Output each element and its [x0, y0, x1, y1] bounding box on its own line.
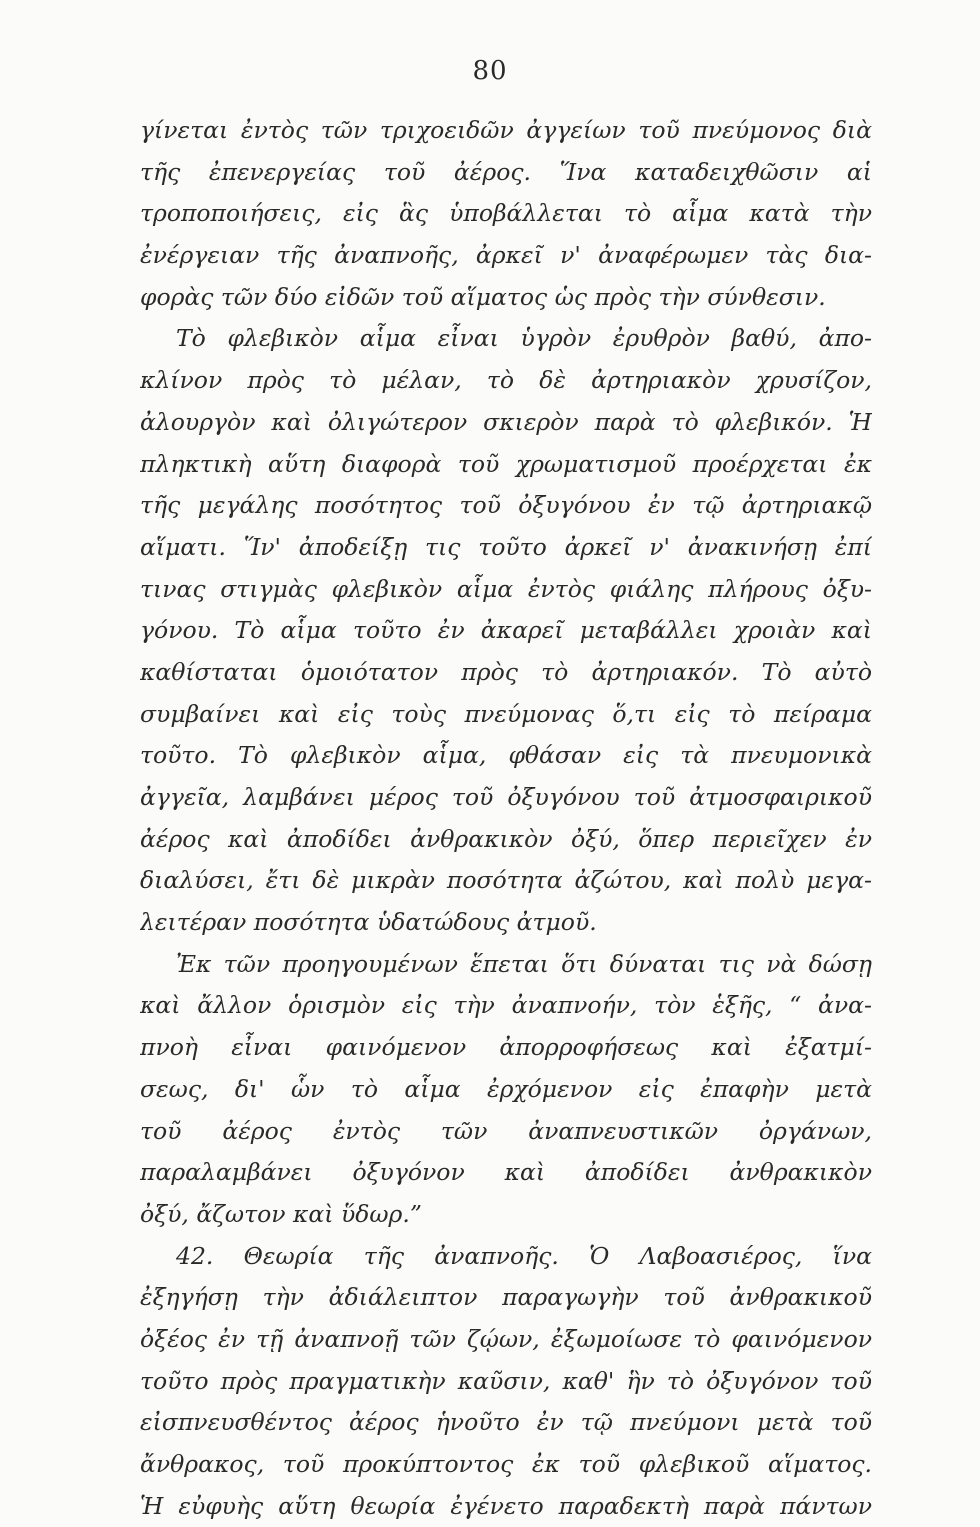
text-line: ἀγγεῖα, λαμβάνει μέρος τοῦ ὀξυγόνου τοῦ ἀτμοσφαιρικοῦ	[140, 783, 872, 811]
text-line: κλίνον πρὸς τὸ μέλαν, τὸ δὲ ἀρτηριακὸν χρυσίζον,	[140, 366, 872, 395]
text-line: τινας στιγμὰς φλεβικὸν αἷμα ἐντὸς φιάλης πλήρους ὀξυ-	[140, 574, 872, 603]
text-line: τοῦτο. Τὸ φλεβικὸν αἷμα, φθάσαν εἰς τὰ πνευμονικὰ	[140, 741, 872, 770]
text-line: εἰσπνευσθέντος ἀέρος ἡνοῦτο ἐν τῷ πνεύμονι μετὰ τοῦ	[140, 1408, 872, 1437]
text-line: ἀλουργὸν καὶ ὀλιγώτερον σκιερὸν παρὰ τὸ φλεβικόν. Ἡ	[140, 407, 872, 436]
text-line: παραλαμβάνει ὀξυγόνον καὶ ἀποδίδει ἀνθρακικὸν	[140, 1158, 872, 1187]
text-line: τροποποιήσεις, εἰς ἃς ὑποβάλλεται τὸ αἷμα κατὰ τὴν	[140, 199, 872, 228]
text-line: τῆς ἐπενεργείας τοῦ ἀέρος. Ἵνα καταδειχθῶσιν αἱ	[140, 157, 872, 186]
text-line: γίνεται ἐντὸς τῶν τριχοειδῶν ἀγγείων τοῦ πνεύμονος διὰ	[140, 116, 872, 144]
text-line: συμβαίνει καὶ εἰς τοὺς πνεύμονας ὅ,τι εἰς τὸ πείραμα	[140, 699, 872, 728]
text-line: Τὸ φλεβικὸν αἷμα εἶναι ὑγρὸν ἐρυθρὸν βαθύ, ἀπο-	[176, 324, 872, 353]
text-line: ἄνθρακος, τοῦ προκύπτοντος ἐκ τοῦ φλεβικοῦ αἵματος.	[140, 1450, 872, 1478]
text-line: Ἡ εὐφυὴς αὕτη θεωρία ἐγένετο παραδεκτὴ παρὰ πάντων	[140, 1491, 872, 1520]
body-text	[140, 110, 872, 1527]
text-line: σεως, δι' ὧν τὸ αἷμα ἐρχόμενον εἰς ἐπαφὴν μετὰ	[140, 1074, 872, 1103]
text-line: ὀξέος ἐν τῇ ἀναπνοῇ τῶν ζῴων, ἐξωμοίωσε τὸ φαινόμενον	[140, 1324, 872, 1353]
text-line: τῆς μεγάλης ποσότητος τοῦ ὀξυγόνου ἐν τῷ ἀρτηριακῷ	[140, 491, 872, 520]
page-number: 80	[472, 56, 508, 86]
text-line: πληκτικὴ αὕτη διαφορὰ τοῦ χρωματισμοῦ προέρχεται ἐκ	[140, 449, 872, 478]
text-line: γόνου. Τὸ αἷμα τοῦτο ἐν ἀκαρεῖ μεταβάλλει χροιὰν καὶ	[140, 616, 872, 645]
text-line: λειτέραν ποσότητα ὑδατώδους ἀτμοῦ.	[140, 908, 597, 937]
text-line: τοῦτο πρὸς πραγματικὴν καῦσιν, καθ' ἣν τὸ ὀξυγόνον τοῦ	[140, 1366, 872, 1395]
text-line: ἀέρος καὶ ἀποδίδει ἀνθρακικὸν ὀξύ, ὅπερ περιεῖχεν ἐν	[140, 824, 872, 853]
text-line: καὶ ἄλλον ὁρισμὸν εἰς τὴν ἀναπνοήν, τὸν ἑξῆς, “ ἀνα-	[140, 991, 872, 1020]
text-line: ὀξύ, ἄζωτον καὶ ὕδωρ.”	[140, 1199, 422, 1228]
text-line: ἐνέργειαν τῆς ἀναπνοῆς, ἀρκεῖ ν' ἀναφέρωμεν τὰς δια-	[140, 241, 872, 270]
text-line: φορὰς τῶν δύο εἰδῶν τοῦ αἵματος ὡς πρὸς τὴν σύνθεσιν.	[140, 282, 826, 311]
text-line: αἵματι. Ἵν' ἀποδείξῃ τις τοῦτο ἀρκεῖ ν' ἀνακινήσῃ ἐπί	[140, 532, 872, 561]
text-line: πνοὴ εἶναι φαινόμενον ἀπορροφήσεως καὶ ἐξατμί-	[140, 1033, 872, 1062]
text-line: Ἐκ τῶν προηγουμένων ἕπεται ὅτι δύναται τις νὰ δώσῃ	[176, 949, 872, 978]
text-line: καθίσταται ὁμοιότατον πρὸς τὸ ἀρτηριακόν. Τὸ αὐτὸ	[140, 657, 872, 686]
text-line: τοῦ ἀέρος ἐντὸς τῶν ἀναπνευστικῶν ὀργάνων,	[140, 1116, 872, 1145]
section-heading-line: 42. Θεωρία τῆς ἀναπνοῆς. Ὁ Λαβοασιέρος, ἵνα	[176, 1241, 872, 1270]
text-line: ἐξηγήσῃ τὴν ἀδιάλειπτον παραγωγὴν τοῦ ἀνθρακικοῦ	[140, 1283, 872, 1312]
text-line: διαλύσει, ἔτι δὲ μικρὰν ποσότητα ἀζώτου, καὶ πολὺ μεγα-	[140, 866, 872, 895]
